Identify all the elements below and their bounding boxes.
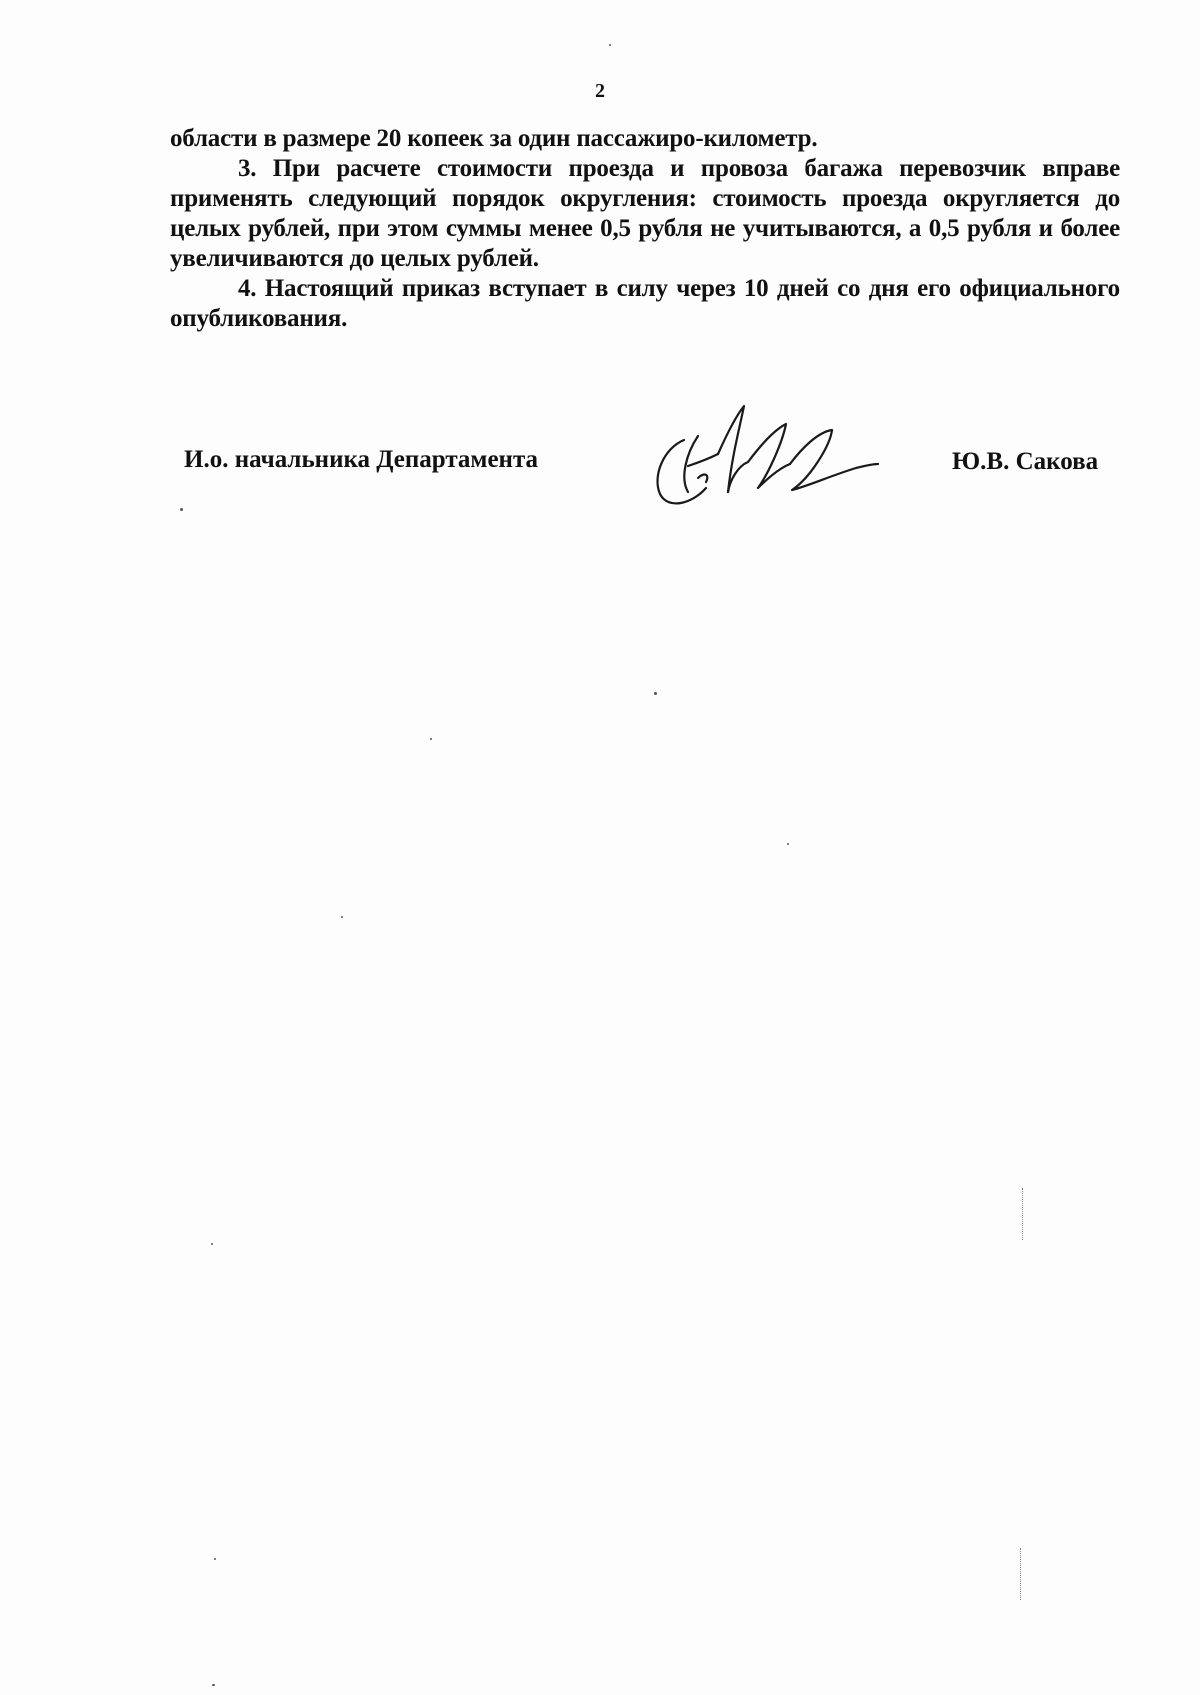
scan-speck [654,692,657,695]
scan-speck [341,916,343,918]
paragraph-item-3: 3. При расчете стоимости проезда и провоза багажа перевозчик вправе применять следующий порядок округления: стоимость проезда округляется до целых рублей, при этом суммы менее 0,5 рубля не учитываются, а 0,5 рубля и более увеличиваются до целых рублей. [170,155,1120,272]
paragraph-item-4: 4. Настоящий приказ вступает в силу через 10 дней со дня его официального опубликования. [170,275,1120,332]
paragraph-continuation: области в размере 20 копеек за один пассажиро-километр. [170,125,818,152]
scan-speck [430,738,432,740]
signer-position: И.о. начальника Департамента [184,446,539,473]
signer-name: Ю.В. Сакова [952,448,1099,475]
document-body [170,124,1120,334]
scan-speck [609,44,611,46]
scan-speck [212,1684,215,1686]
scan-mark [1020,1548,1021,1600]
scan-speck [787,843,789,845]
scan-speck [180,508,183,511]
scan-speck [214,1558,216,1560]
page-number: 2 [595,80,605,102]
handwritten-signature [640,396,880,516]
scan-mark [1022,1188,1023,1240]
scan-speck [211,1243,213,1245]
signature-block [0,430,1200,510]
